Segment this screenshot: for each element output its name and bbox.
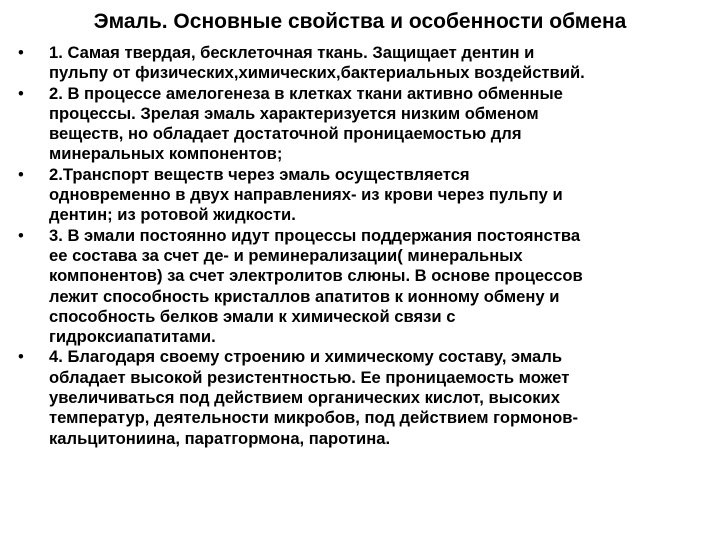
bullet-item-1 — [18, 43, 708, 84]
bullet-text-line: одновременно в двух направлениях- из крови через пульпу и — [49, 185, 563, 205]
bullet-text-line: обладает высокой резистентностью. Ее проницаемость может — [49, 367, 570, 387]
bullet-item-3 — [18, 165, 708, 226]
bullet-text-line: процессы. Зрелая эмаль характеризуется низким обменом — [49, 103, 539, 123]
bullet-item-5 — [18, 347, 708, 448]
bullet-text-line: ее состава за счет де- и реминерализации( минеральных — [49, 245, 523, 265]
bullet-item-2 — [18, 84, 708, 165]
bullet-text-line: способность белков эмали к химической связи с — [49, 306, 456, 326]
bullet-icon: • — [18, 83, 24, 103]
bullet-text-line: дентин; из ротовой жидкости. — [49, 205, 296, 225]
bullet-icon: • — [18, 347, 24, 367]
bullet-text-line: 2. В процессе амелогенеза в клетках ткани активно обменные — [49, 83, 563, 103]
bullet-text-line: увеличиваться под действием органических кислот, высоких — [49, 388, 560, 408]
bullet-text-line: температур, деятельности микробов, под действием гормонов- — [49, 408, 578, 428]
bullet-text-line: 2.Транспорт веществ через эмаль осуществляется — [49, 164, 470, 184]
bullet-text-line: лежит способность кристаллов апатитов к ионному обмену и — [49, 286, 560, 306]
bullet-text-line: пульпу от физических,химических,бактериальных воздействий. — [49, 63, 585, 83]
bullet-text-line: веществ, но обладает достаточной проницаемостью для — [49, 124, 522, 144]
bullet-text-line: минеральных компонентов; — [49, 144, 283, 164]
bullet-item-4 — [18, 226, 708, 348]
bullet-text-line: компонентов) за счет электролитов слюны. В основе процессов — [49, 266, 583, 286]
slide-title: Эмаль. Основные свойства и особенности обмена — [93, 10, 627, 33]
bullet-text-line: 1. Самая твердая, бесклеточная ткань. Защищает дентин и — [49, 43, 535, 62]
bullet-icon: • — [18, 43, 24, 62]
bullet-icon: • — [18, 164, 24, 184]
bullet-icon: • — [18, 225, 24, 245]
bullet-text-line: кальцитониина, паратгормона, паротина. — [49, 428, 391, 448]
bullet-list — [18, 43, 708, 449]
bullet-text-line: 4. Благодаря своему строению и химическому составу, эмаль — [49, 347, 563, 367]
bullet-text-line: 3. В эмали постоянно идут процессы поддержания постоянства — [49, 225, 581, 245]
bullet-text-line: гидроксиапатитами. — [49, 327, 216, 347]
